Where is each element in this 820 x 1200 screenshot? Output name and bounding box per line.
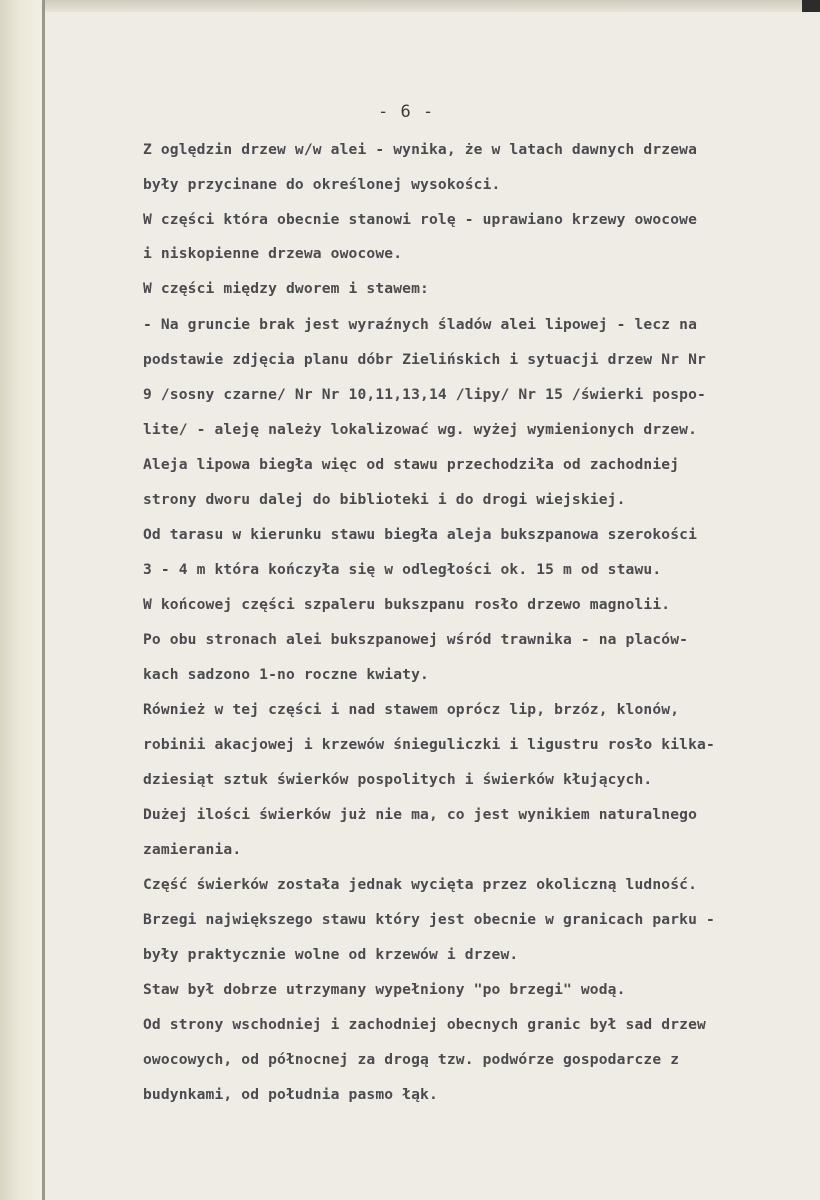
binding-edge: [0, 0, 44, 1200]
text-line: podstawie zdjęcia planu dóbr Zielińskich i sytuacji drzew Nr Nr: [143, 351, 706, 368]
text-line: Od strony wschodniej i zachodniej obecnych granic był sad drzew: [143, 1016, 706, 1033]
page-number: - 6 -: [378, 102, 435, 122]
text-line: W końcowej części szpaleru bukszpanu rosło drzewo magnolii.: [143, 596, 671, 613]
text-line: - Na gruncie brak jest wyraźnych śladów alei lipowej - lecz na: [143, 316, 698, 333]
text-line: Dużej ilości świerków już nie ma, co jest wynikiem naturalnego: [143, 806, 698, 823]
text-line: dziesiąt sztuk świerków pospolitych i świerków kłujących.: [143, 771, 653, 788]
text-line: W części między dworem i stawem:: [143, 280, 429, 297]
text-line: kach sadzono 1-no roczne kwiaty.: [143, 666, 429, 683]
text-line: strony dworu dalej do biblioteki i do drogi wiejskiej.: [143, 491, 626, 508]
text-line: 9 /sosny czarne/ Nr Nr 10,11,13,14 /lipy/ Nr 15 /świerki pospo-: [143, 386, 706, 403]
text-line: były przycinane do określonej wysokości.: [143, 176, 501, 193]
scan-corner-mark: [802, 0, 820, 12]
text-line: Z oględzin drzew w/w alei - wynika, że w latach dawnych drzewa: [143, 141, 698, 158]
text-line: owocowych, od północnej za drogą tzw. podwórze gospodarcze z: [143, 1051, 680, 1068]
text-line: i niskopienne drzewa owocowe.: [143, 245, 403, 262]
text-line: były praktycznie wolne od krzewów i drzew.: [143, 946, 519, 963]
text-line: Również w tej części i nad stawem oprócz lip, brzóz, klonów,: [143, 701, 680, 718]
text-line: 3 - 4 m która kończyła się w odległości ok. 15 m od stawu.: [143, 561, 662, 578]
text-line: W części która obecnie stanowi rolę - uprawiano krzewy owocowe: [143, 211, 698, 228]
text-line: Po obu stronach alei bukszpanowej wśród trawnika - na placów-: [143, 631, 689, 648]
text-line: Od tarasu w kierunku stawu biegła aleja bukszpanowa szerokości: [143, 526, 698, 543]
text-line: Aleja lipowa biegła więc od stawu przechodziła od zachodniej: [143, 456, 680, 473]
text-line: Staw był dobrze utrzymany wypełniony "po brzegi" wodą.: [143, 981, 626, 998]
text-line: robinii akacjowej i krzewów śnieguliczki i ligustru rosło kilka-: [143, 736, 715, 753]
text-line: Brzegi największego stawu który jest obecnie w granicach parku -: [143, 911, 715, 928]
text-line: zamierania.: [143, 841, 242, 858]
text-line: Część świerków została jednak wycięta przez okoliczną ludność.: [143, 876, 698, 893]
text-line: budynkami, od południa pasmo łąk.: [143, 1086, 438, 1103]
text-line: lite/ - aleję należy lokalizować wg. wyżej wymienionych drzew.: [143, 421, 698, 438]
